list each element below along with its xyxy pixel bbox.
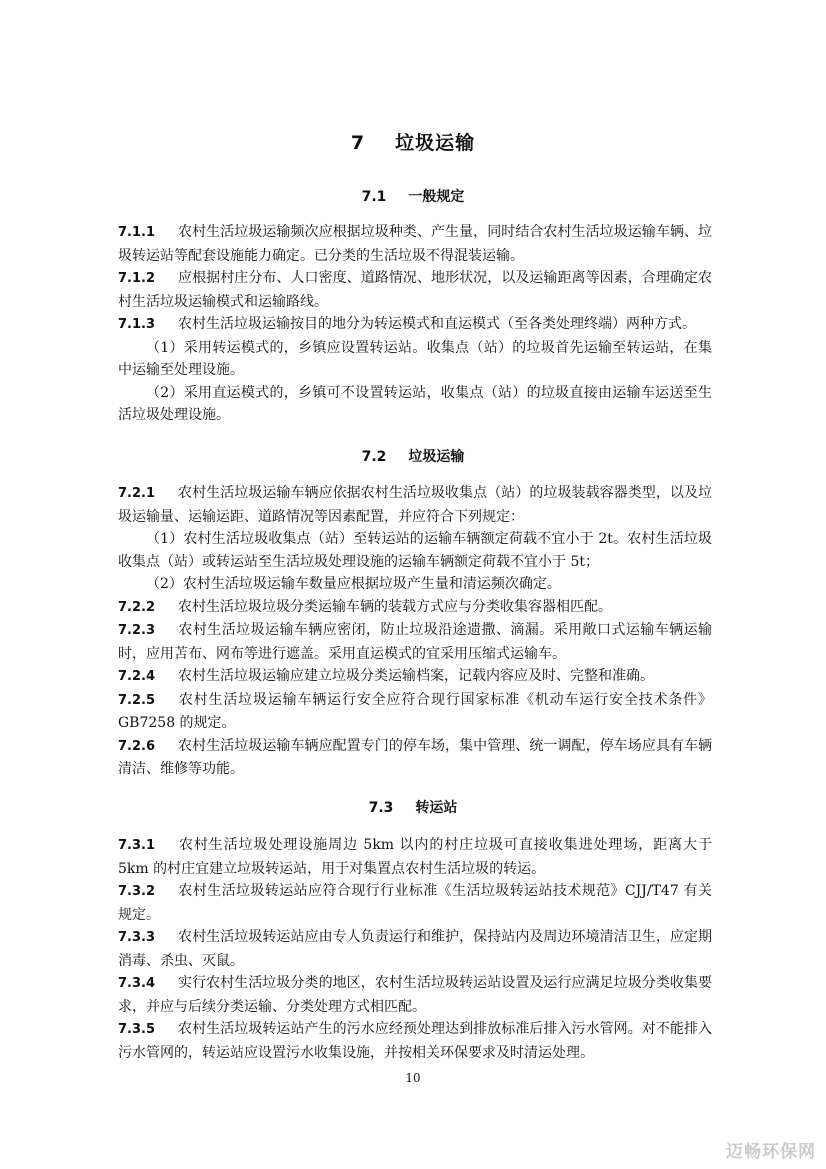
clause-number: 7.3.5 xyxy=(118,1022,156,1037)
clause-number: 7.1.3 xyxy=(118,317,156,332)
watermark: 迈畅环保网 xyxy=(726,1142,816,1162)
clause-text: 实行农村生活垃圾分类的地区，农村生活垃圾转运站设置及运行应满足垃圾分类收集要求，并应与后续分类运输、分类处理方式相匹配。 xyxy=(118,975,712,1015)
section-number: 7.1 xyxy=(361,189,387,205)
clause-7-2-6 xyxy=(118,735,712,781)
clause-text: 农村生活垃圾运输车辆应密闭，防止垃圾沿途遗撒、滴漏。采用敞口式运输车辆运输时，应用苫布、网布等进行遮盖。采用直运模式的宜采用压缩式运输车。 xyxy=(118,622,712,662)
clause-7-3-5 xyxy=(118,1018,712,1064)
clause-7-2-2 xyxy=(118,596,712,620)
section-title: 转运站 xyxy=(415,800,458,816)
clause-7-3-4 xyxy=(118,972,712,1018)
list-item: （2）农村生活垃圾运输车数量应根据垃圾产生量和清运频次确定。 xyxy=(146,576,561,592)
clause-text: 农村生活垃圾转运站产生的污水应经预处理达到排放标准后排入污水管网。对不能排入污水管网的，转运站应设置污水收集设施，并按相关环保要求及时清运处理。 xyxy=(118,1021,712,1061)
clause-text: 农村生活垃圾运输按目的地分为转运模式和直运模式（至各类处理终端）两种方式。 xyxy=(178,316,696,332)
section-7-2-body xyxy=(118,482,712,781)
clause-text: 农村生活垃圾运输车辆应依据农村生活垃圾收集点（站）的垃圾装载容器类型，以及垃圾运输量、运输运距、道路情况等因素配置，并应符合下列规定： xyxy=(118,485,712,525)
list-item: （2）采用直运模式的，乡镇可不设置转运站，收集点（站）的垃圾直接由运输车运送至生活垃圾处理设施。 xyxy=(118,384,712,423)
clause-7-2-5 xyxy=(118,689,712,735)
page-number: 10 xyxy=(405,1071,421,1085)
section-title: 一般规定 xyxy=(408,189,465,205)
clause-7-3-2 xyxy=(118,880,712,926)
clause-7-1-3 xyxy=(118,313,712,337)
section-7-3-body xyxy=(118,834,712,1064)
clause-7-2-1 xyxy=(118,482,712,528)
chapter-number: 7 xyxy=(350,132,366,154)
clause-number: 7.3.3 xyxy=(118,930,156,945)
clause-7-1-1 xyxy=(118,221,712,267)
clause-text: 农村生活垃圾垃圾分类运输车辆的装载方式应与分类收集容器相匹配。 xyxy=(178,598,612,615)
clause-7-1-2 xyxy=(118,267,712,313)
clause-number: 7.2.6 xyxy=(118,738,156,754)
list-item: （1）农村生活垃圾收集点（站）至转运站的运输车辆额定荷载不宜小于 2t。农村生活垃圾收集点（站）或转运站至生活垃圾处理设施的运输车辆额定荷载不宜小于 5t； xyxy=(118,531,712,570)
clause-text: 农村生活垃圾转运站应由专人负责运行和维护，保持站内及周边环境清洁卫生，应定期消毒、杀虫、灭鼠。 xyxy=(118,929,712,969)
chapter-title-text: 垃圾运输 xyxy=(395,132,476,154)
clause-text: 应根据村庄分布、人口密度、道路情况、地形状况，以及运输距离等因素，合理确定农村生活垃圾运输模式和运输路线。 xyxy=(118,270,712,310)
clause-7-3-3 xyxy=(118,926,712,972)
clause-text: 农村生活垃圾运输车辆应配置专门的停车场，集中管理、统一调配，停车场应具有车辆清洁、维修等功能。 xyxy=(118,737,712,777)
section-heading-7-1 xyxy=(0,186,826,206)
clause-text: 农村生活垃圾运输应建立垃圾分类运输档案，记载内容应及时、完整和准确。 xyxy=(178,668,654,684)
clause-text: 农村生活垃圾运输车辆运行安全应符合现行国家标准《机动车运行安全技术条件》GB7258 的规定。 xyxy=(118,691,712,731)
clause-number: 7.2.3 xyxy=(118,623,156,638)
clause-number: 7.1.2 xyxy=(118,271,156,286)
clause-number: 7.2.1 xyxy=(118,486,156,501)
section-heading-7-3 xyxy=(0,797,826,817)
section-number: 7.3 xyxy=(368,800,394,816)
section-number: 7.2 xyxy=(361,449,387,465)
clause-7-2-4 xyxy=(118,665,712,689)
clause-text: 农村生活垃圾转运站应符合现行行业标准《生活垃圾转运站技术规范》CJJ/T47 有关规定。 xyxy=(118,883,712,923)
clause-number: 7.2.2 xyxy=(118,599,156,615)
clause-7-2-3 xyxy=(118,619,712,665)
clause-number: 7.3.1 xyxy=(118,838,156,853)
clause-number: 7.3.2 xyxy=(118,884,156,899)
list-item: （1）采用转运模式的，乡镇应设置转运站。收集点（站）的垃圾首先运输至转运站，在集中运输至处理设施。 xyxy=(118,339,712,378)
clause-number: 7.1.1 xyxy=(118,225,156,240)
clause-text: 农村生活垃圾运输频次应根据垃圾种类、产生量，同时结合农村生活垃圾运输车辆、垃圾转运站等配套设施能力确定。已分类的生活垃圾不得混装运输。 xyxy=(118,224,712,264)
section-title: 垃圾运输 xyxy=(408,449,465,465)
section-heading-7-2 xyxy=(0,446,826,466)
clause-number: 7.2.5 xyxy=(118,692,156,708)
clause-7-3-1 xyxy=(118,834,712,880)
clause-number: 7.3.4 xyxy=(118,976,156,991)
clause-number: 7.2.4 xyxy=(118,669,156,684)
chapter-title xyxy=(0,128,826,155)
section-7-1-body xyxy=(118,221,712,427)
clause-text: 农村生活垃圾处理设施周边 5km 以内的村庄垃圾可直接收集进处理场，距离大于 5km 的村庄宜建立垃圾转运站，用于对集置点农村生活垃圾的转运。 xyxy=(118,837,712,877)
